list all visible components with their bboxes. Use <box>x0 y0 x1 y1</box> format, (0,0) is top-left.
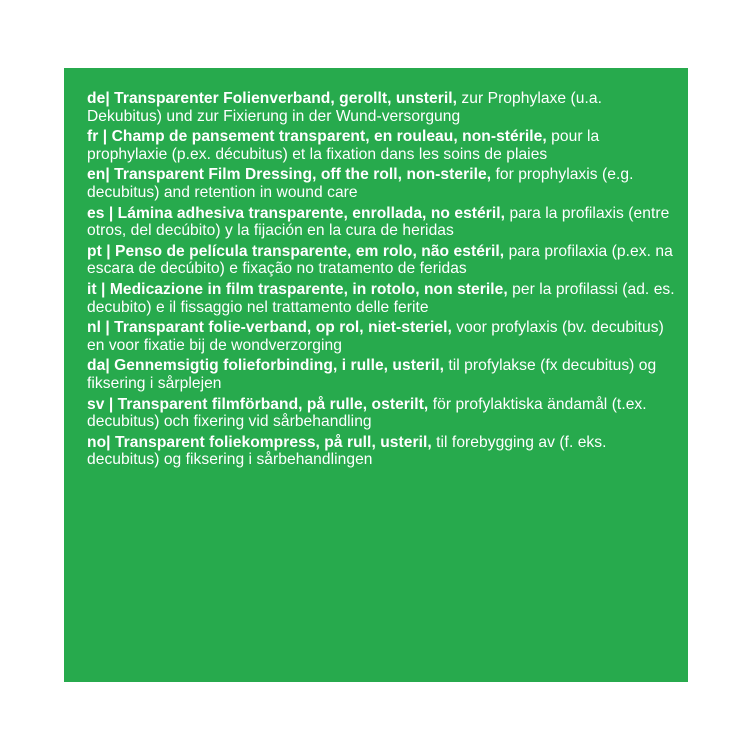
product-description: til profylakse (fx decubitus) og fiksering i sårplejen <box>87 357 657 392</box>
language-code: pt <box>87 242 102 260</box>
entry-de <box>87 90 680 125</box>
separator: | <box>105 357 110 375</box>
product-title: Gennemsigtig folieforbinding, i rulle, usteril, <box>114 357 444 375</box>
separator: | <box>106 433 111 451</box>
language-code: de <box>87 90 106 107</box>
separator: | <box>108 204 114 222</box>
separator: | <box>106 242 111 260</box>
entry-no <box>87 434 680 469</box>
separator: | <box>102 128 108 146</box>
product-title: Transparenter Folienverband, gerollt, unsteril, <box>114 90 458 107</box>
separator: | <box>101 280 106 298</box>
product-description: til forebygging av (f. eks. decubitus) og fiksering i sårbehandlingen <box>87 433 607 469</box>
product-description: para profilaxia (p.ex. na escara de decúbito) e fixação no tratamento de feridas <box>87 242 673 278</box>
product-title: Transparent Film Dressing, off the roll, non-sterile, <box>114 166 492 184</box>
separator: | <box>108 395 114 413</box>
language-code: nl <box>87 319 101 337</box>
entry-nl <box>87 319 680 354</box>
product-title: Transparent foliekompress, på rull, usteril, <box>114 433 432 451</box>
entry-pt <box>87 243 680 278</box>
product-title: Medicazione in film trasparente, in rotolo, non sterile, <box>109 280 508 298</box>
language-code: da <box>87 357 106 375</box>
product-description: för profylaktiska ändamål (t.ex. decubitus) och fixering vid sårbehandling <box>87 395 647 431</box>
entry-da <box>87 357 680 392</box>
product-description: voor profylaxis (bv. decubitus) en voor fixatie bij de wondverzorging <box>87 319 664 354</box>
language-code: sv <box>87 395 105 413</box>
language-code: en <box>87 166 106 184</box>
product-description: zur Prophylaxe (u.a. Dekubitus) und zur Fixierung in der Wund-versorgung <box>87 90 602 125</box>
language-code: es <box>87 204 105 222</box>
product-title: Transparant folie-verband, op rol, niet-steriel, <box>114 319 452 337</box>
separator: | <box>105 166 110 184</box>
product-description: per la profilassi (ad. es. decubito) e il fissaggio nel trattamento delle ferite <box>87 280 675 316</box>
separator: | <box>105 319 110 337</box>
product-title: Champ de pansement transparent, en rouleau, non-stérile, <box>111 128 547 146</box>
separator: | <box>105 90 110 107</box>
product-description: pour la prophylaxie (p.ex. décubitus) et la fixation dans les soins de plaies <box>87 128 600 163</box>
product-description: para la profilaxis (entre otros, del decúbito) y la fijación en la cura de heridas <box>87 204 670 240</box>
product-description: for prophylaxis (e.g. decubitus) and retention in wound care <box>87 166 634 201</box>
product-title: Penso de película transparente, em rolo, não estéril, <box>115 242 505 260</box>
language-code: no <box>87 433 107 451</box>
entry-fr <box>87 128 680 163</box>
entry-en <box>87 166 680 201</box>
product-title: Lámina adhesiva transparente, enrollada, no estéril, <box>117 204 506 222</box>
product-title: Transparent filmförband, på rulle, osterilt, <box>117 395 429 413</box>
language-code: it <box>87 280 97 298</box>
label-panel <box>64 68 688 682</box>
language-code: fr <box>87 128 99 146</box>
entry-sv <box>87 396 680 431</box>
entry-es <box>87 205 680 240</box>
entry-it <box>87 281 680 316</box>
